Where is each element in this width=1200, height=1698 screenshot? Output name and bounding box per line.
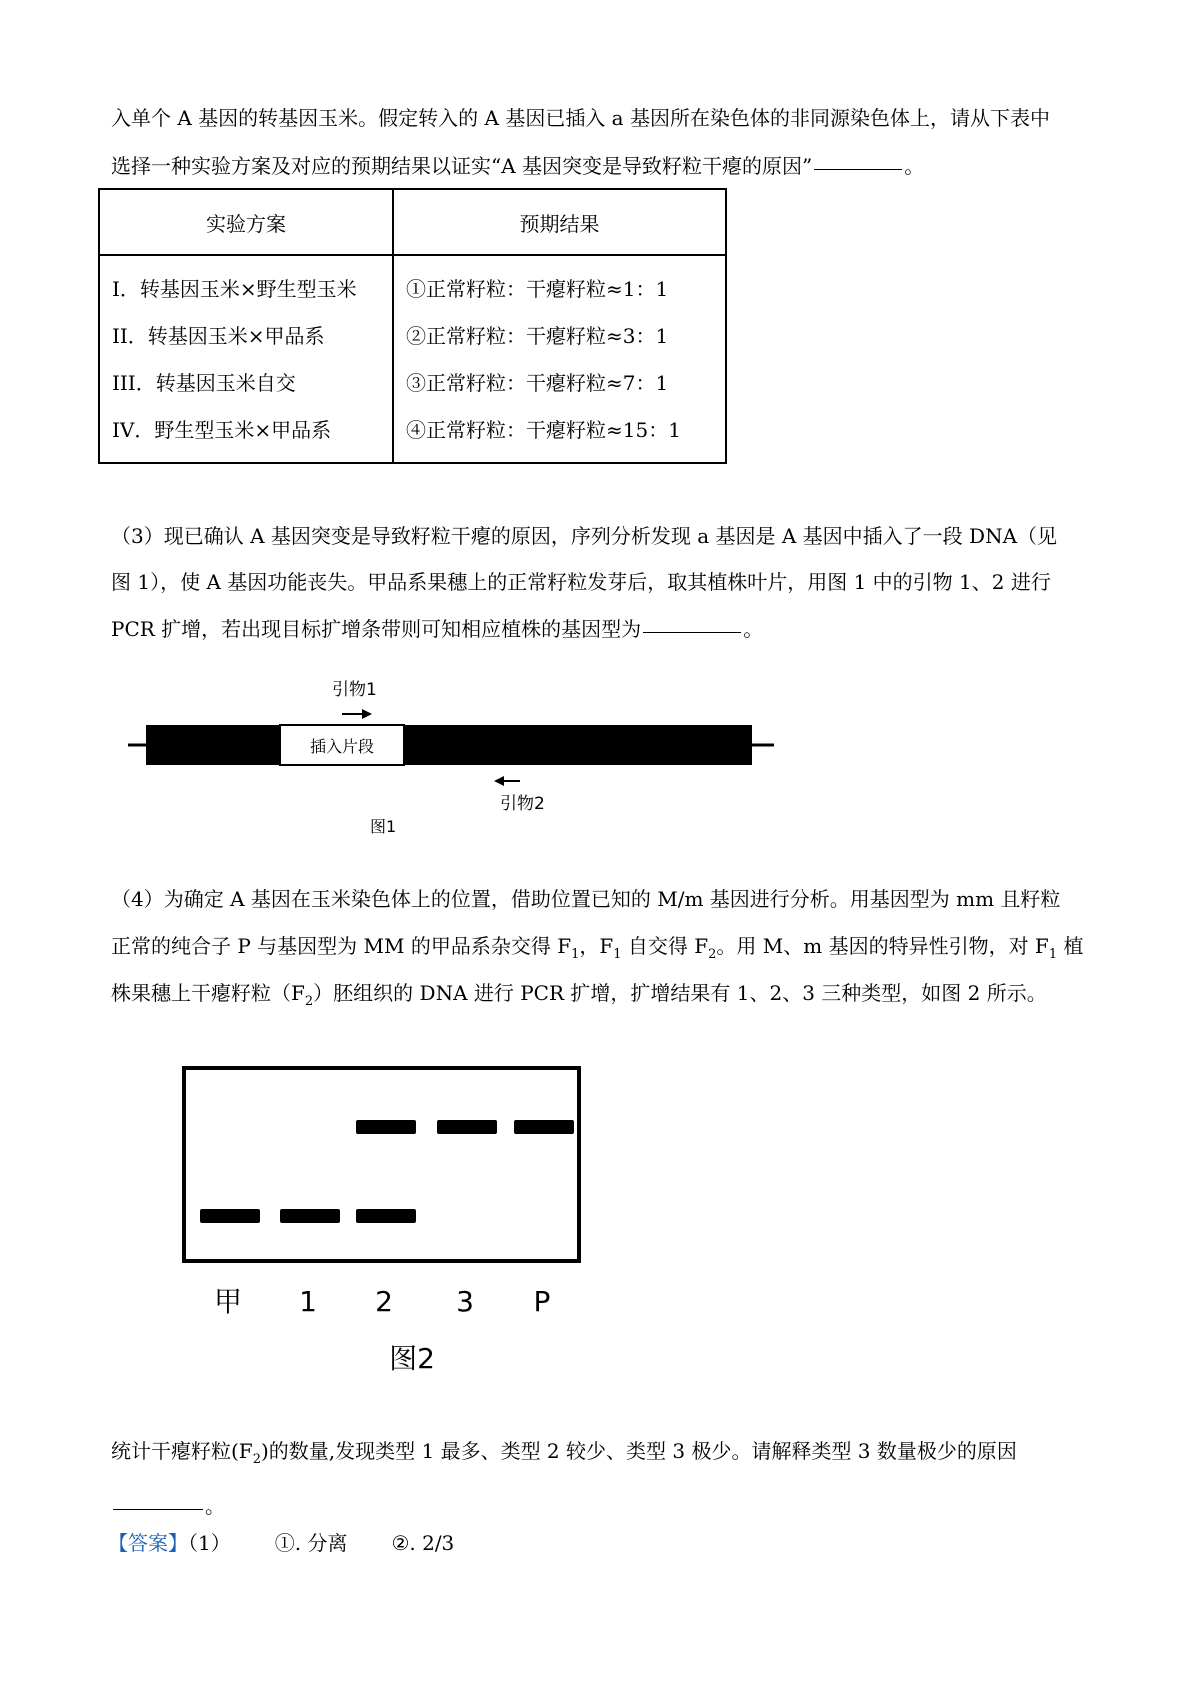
answer-item-1: ①. 分离 bbox=[274, 1531, 348, 1555]
gel-lane-label: P bbox=[533, 1285, 551, 1318]
q3-line-3-end: 。 bbox=[743, 617, 764, 641]
result-item: ④正常籽粒：干瘪籽粒≈15：1 bbox=[406, 418, 681, 442]
q4-line-3-b: ）胚组织的 DNA 进行 PCR 扩增，扩增结果有 1、2、3 三种类型，如图 2 所示。 bbox=[313, 981, 1047, 1005]
plan-item: I．转基因玉米×野生型玉米 bbox=[112, 277, 357, 301]
answer-blank bbox=[814, 168, 902, 170]
gel-band-upper bbox=[514, 1120, 574, 1134]
result-item: ②正常籽粒：干瘪籽粒≈3：1 bbox=[406, 324, 669, 348]
plan-item: II．转基因玉米×甲品系 bbox=[112, 324, 325, 348]
q4-line-2-d: 。用 M、m 基因的特异性引物，对 F bbox=[716, 934, 1049, 958]
figure-1-caption: 图1 bbox=[370, 817, 397, 836]
figure-1-gene-diagram bbox=[0, 670, 1200, 845]
gel-lane-label: 2 bbox=[375, 1285, 393, 1318]
experiment-table bbox=[98, 188, 727, 464]
answer-blank bbox=[113, 1508, 203, 1510]
subscript: 1 bbox=[1048, 947, 1058, 962]
q4-line-2-e: 植 bbox=[1057, 934, 1084, 958]
primer-1-arrow-icon bbox=[342, 709, 372, 719]
answer-tag: 【答案】 bbox=[108, 1531, 188, 1555]
subscript: 2 bbox=[252, 1452, 261, 1467]
q3-line-3-text: PCR 扩增，若出现目标扩增条带则可知相应植株的基因型为 bbox=[111, 617, 642, 641]
figure-2-caption: 图2 bbox=[389, 1342, 435, 1375]
gel-lane-label: 3 bbox=[456, 1285, 474, 1318]
stat-end: 。 bbox=[205, 1494, 225, 1518]
figure-2-gel bbox=[0, 1055, 1200, 1385]
plan-item: III．转基因玉米自交 bbox=[112, 371, 296, 395]
insert-label: 插入片段 bbox=[309, 737, 375, 756]
subscript: 1 bbox=[571, 947, 580, 962]
intro-line-2-text: 选择一种实验方案及对应的预期结果以证实“A 基因突变是导致籽粒干瘪的原因” bbox=[111, 154, 813, 178]
gel-band-lower bbox=[356, 1209, 416, 1223]
subscript: 2 bbox=[304, 994, 314, 1009]
gel-band-upper bbox=[437, 1120, 497, 1134]
q3-line-1: （3）现已确认 A 基因突变是导致籽粒干瘪的原因，序列分析发现 a 基因是 A 基因中插入了一段 DNA（见 bbox=[111, 524, 1058, 548]
table-header-plan: 实验方案 bbox=[99, 189, 393, 255]
intro-line-2-end: 。 bbox=[904, 154, 925, 178]
q4-line-3-a: 株果穗上干瘪籽粒（F bbox=[111, 981, 305, 1005]
result-item: ①正常籽粒：干瘪籽粒≈1：1 bbox=[406, 277, 669, 301]
result-item: ③正常籽粒：干瘪籽粒≈7：1 bbox=[406, 371, 669, 395]
table-header-result: 预期结果 bbox=[393, 189, 726, 255]
answer-line bbox=[108, 1520, 1098, 1566]
stat-a: 统计干瘪籽粒(F bbox=[111, 1439, 253, 1463]
intro-line-2 bbox=[111, 143, 1101, 189]
gel-frame bbox=[184, 1068, 579, 1261]
gel-band-upper bbox=[356, 1120, 416, 1134]
exon-left-block bbox=[146, 725, 280, 765]
answer-item-2: ②. 2/3 bbox=[391, 1531, 455, 1555]
gel-lane-label: 甲 bbox=[213, 1285, 243, 1318]
stat-line bbox=[111, 1428, 1101, 1529]
q3-line-3 bbox=[111, 606, 1101, 652]
plan-item: IV．野生型玉米×甲品系 bbox=[112, 418, 332, 442]
q4-line-1: （4）为确定 A 基因在玉米染色体上的位置，借助位置已知的 M/m 基因进行分析。用基因型为 mm 且籽粒 bbox=[111, 887, 1061, 911]
q4-line-2-a: 正常的纯合子 P 与基因型为 MM 的甲品系杂交得 F bbox=[111, 934, 572, 958]
gel-band-lower bbox=[200, 1209, 260, 1223]
stat-b: )的数量,发现类型 1 最多、类型 2 较少、类型 3 极少。请解释类型 3 数量极少的原因 bbox=[260, 1439, 1017, 1463]
table-plans-cell bbox=[99, 255, 393, 463]
primer-2-arrow-icon bbox=[494, 776, 520, 786]
gel-lane-label: 1 bbox=[299, 1285, 317, 1318]
intro-line-1: 入单个 A 基因的转基因玉米。假定转入的 A 基因已插入 a 基因所在染色体的非同源染色体上，请从下表中 bbox=[111, 106, 1050, 130]
subscript: 2 bbox=[708, 947, 717, 962]
primer-1-label: 引物1 bbox=[332, 680, 377, 700]
q4-line-2-c: 自交得 F bbox=[621, 934, 709, 958]
subscript: 1 bbox=[613, 947, 622, 962]
exon-right-block bbox=[404, 725, 752, 765]
q3-line-2: 图 1），使 A 基因功能丧失。甲品系果穗上的正常籽粒发芽后，取其植株叶片，用图 1 中的引物 1、2 进行 bbox=[111, 570, 1051, 594]
table-results-cell bbox=[393, 255, 726, 463]
q4-line-3 bbox=[111, 970, 1101, 1025]
answer-blank bbox=[643, 631, 741, 633]
q4-line-2-b: ，F bbox=[579, 934, 614, 958]
primer-2-label: 引物2 bbox=[500, 794, 545, 814]
gel-band-lower bbox=[280, 1209, 340, 1223]
answer-part: （1） bbox=[188, 1531, 231, 1555]
